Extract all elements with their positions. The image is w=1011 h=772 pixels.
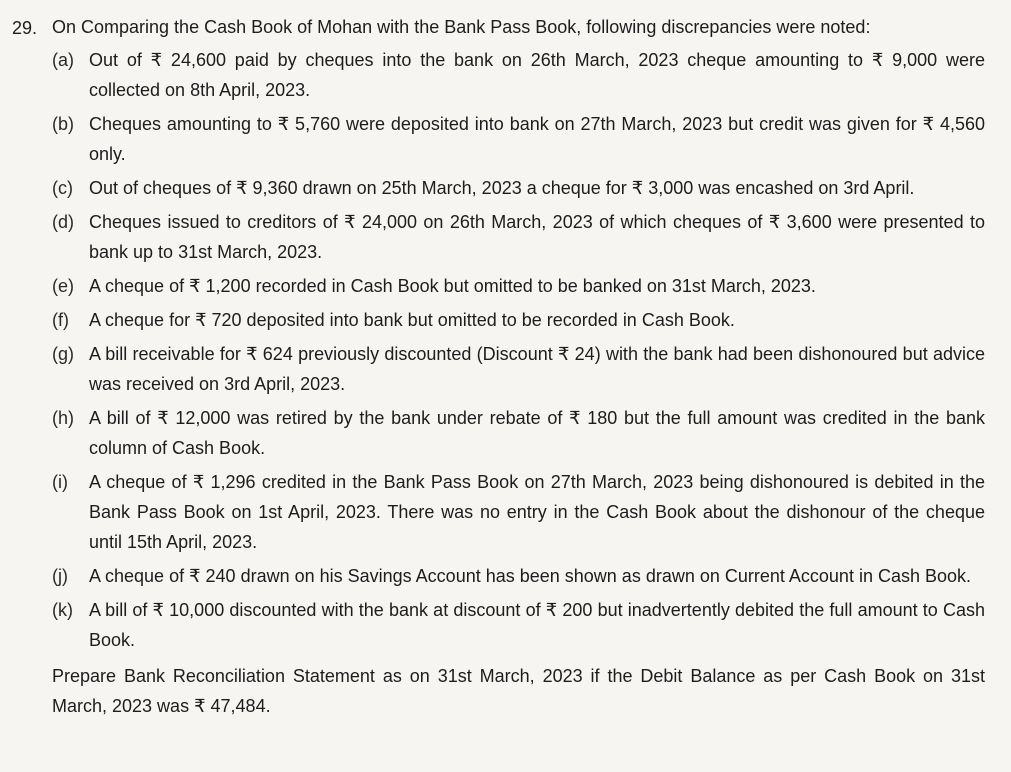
item-label: (g) (52, 344, 74, 364)
item-text: Out of ₹ 24,600 paid by cheques into the bank on 26th March, 2023 cheque amounting to ₹ 9,000 were collected on 8th April, 2023. (89, 50, 985, 100)
item-label: (a) (52, 50, 74, 70)
item-text: A bill receivable for ₹ 624 previously discounted (Discount ₹ 24) with the bank had been dishonoured but advice was received on 3rd April, 2023. (89, 344, 985, 394)
item-text: A cheque of ₹ 1,296 credited in the Bank Pass Book on 27th March, 2023 being dishonoured is debited in the Bank Pass Book on 1st April, 2023. There was no entry in the Cash Book about the dishonour of the cheque until 15th April, 2023. (89, 472, 985, 552)
question-number: 29. (12, 18, 38, 38)
item-label: (k) (52, 600, 73, 620)
discrepancy-item-g (12, 339, 985, 399)
item-text: Cheques amounting to ₹ 5,760 were deposited into bank on 27th March, 2023 but credit was given for ₹ 4,560 only. (89, 114, 985, 164)
discrepancy-item-f (12, 305, 985, 335)
discrepancy-item-b (12, 109, 985, 169)
discrepancy-list (12, 45, 985, 655)
item-text: Cheques issued to creditors of ₹ 24,000 on 26th March, 2023 of which cheques of ₹ 3,600 were presented to bank up to 31st March, 2023. (89, 212, 985, 262)
item-text: A cheque of ₹ 240 drawn on his Savings Account has been shown as drawn on Current Account in Cash Book. (89, 566, 971, 586)
item-label: (d) (52, 212, 74, 232)
discrepancy-item-e (12, 271, 985, 301)
discrepancy-item-a (12, 45, 985, 105)
discrepancy-item-d (12, 207, 985, 267)
discrepancy-item-c (12, 173, 985, 203)
item-text: A bill of ₹ 10,000 discounted with the bank at discount of ₹ 200 but inadvertently debited the full amount to Cash Book. (89, 600, 985, 650)
item-label: (b) (52, 114, 74, 134)
item-text: A bill of ₹ 12,000 was retired by the bank under rebate of ₹ 180 but the full amount was credited in the bank column of Cash Book. (89, 408, 985, 458)
discrepancy-item-i (12, 467, 985, 557)
item-label: (c) (52, 178, 73, 198)
item-label: (j) (52, 566, 68, 586)
discrepancy-item-j (12, 561, 985, 591)
item-label: (e) (52, 276, 74, 296)
discrepancy-item-h (12, 403, 985, 463)
item-label: (h) (52, 408, 74, 428)
question-intro: On Comparing the Cash Book of Mohan with the Bank Pass Book, following discrepancies were noted: (52, 17, 871, 37)
closing-instruction: Prepare Bank Reconciliation Statement as on 31st March, 2023 if the Debit Balance as per Cash Book on 31st March, 2023 was ₹ 47,484. (52, 666, 985, 716)
item-label: (f) (52, 310, 69, 330)
discrepancy-item-k (12, 595, 985, 655)
item-text: A cheque for ₹ 720 deposited into bank but omitted to be recorded in Cash Book. (89, 310, 735, 330)
item-text: A cheque of ₹ 1,200 recorded in Cash Book but omitted to be banked on 31st March, 2023. (89, 276, 816, 296)
question-header (12, 14, 985, 41)
item-text: Out of cheques of ₹ 9,360 drawn on 25th March, 2023 a cheque for ₹ 3,000 was encashed on 3rd April. (89, 178, 915, 198)
item-label: (i) (52, 472, 68, 492)
